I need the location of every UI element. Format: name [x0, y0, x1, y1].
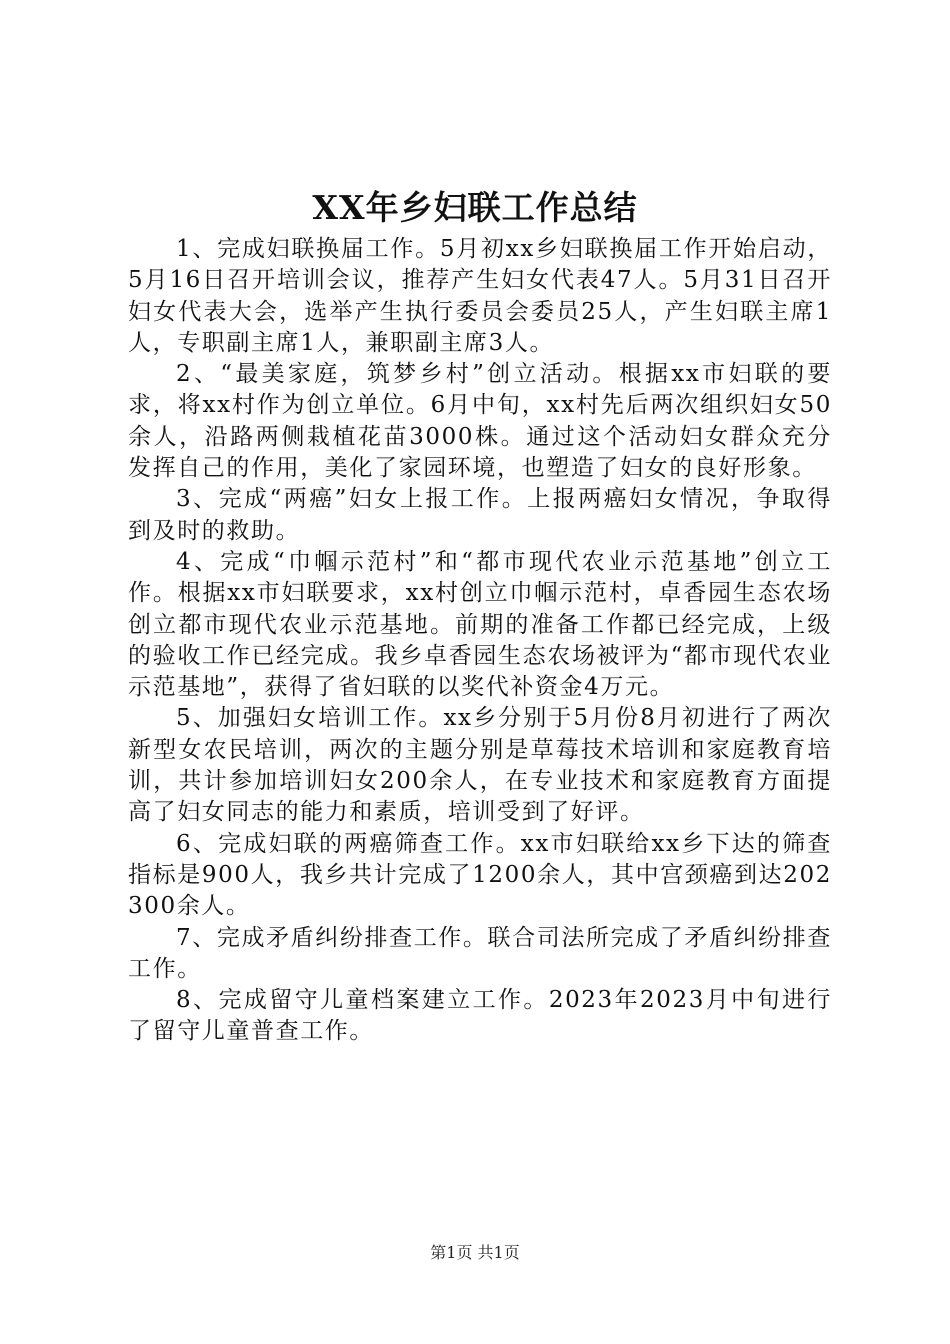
- paragraph-1: 1、完成妇联换届工作。5月初xx乡妇联换届工作开始启动，5月16日召开培训会议，推荐产生妇女代表47人。5月31日召开妇女代表大会，选举产生执行委员会委员25人，产生妇联主席1人，专职副主席1人，兼职副主席3人。: [128, 236, 832, 356]
- page-footer: 第1页 共1页: [430, 1243, 520, 1262]
- paragraph-5: 5、加强妇女培训工作。xx乡分别于5月份8月初进行了两次新型女农民培训，两次的主题分别是草莓技术培训和家庭教育培训，共计参加培训妇女200余人，在专业技术和家庭教育方面提高了妇女同志的能力和素质，培训受到了好评。: [128, 705, 832, 826]
- document-body: [128, 234, 832, 1048]
- paragraph-3: 3、完成“两癌”妇女上报工作。上报两癌妇女情况，争取得到及时的救助。: [128, 486, 832, 544]
- paragraph-6: 6、完成妇联的两癌筛查工作。xx市妇联给xx乡下达的筛查指标是900人，我乡共计完成了1200余人，其中宫颈癌到达202300余人。: [128, 830, 832, 920]
- document-title: XX年乡妇联工作总结: [312, 188, 638, 227]
- paragraph-8: 8、完成留守儿童档案建立工作。2023年2023月中旬进行了留守儿童普查工作。: [128, 987, 832, 1045]
- paragraph-4: 4、完成“巾帼示范村”和“都市现代农业示范基地”创立工作。根据xx市妇联要求，xx村创立巾帼示范村，卓香园生态农场创立都市现代农业示范基地。前期的准备工作都已经完成，上级的验收工作已经完成。我乡卓香园生态农场被评为“都市现代农业示范基地”，获得了省妇联的以奖代补资金4万元。: [128, 548, 832, 701]
- paragraph-2: 2、“最美家庭，筑梦乡村”创立活动。根据xx市妇联的要求，将xx村作为创立单位。6月中旬，xx村先后两次组织妇女50余人，沿路两侧栽植花苗3000株。通过这个活动妇女群众充分发挥自己的作用，美化了家园环境，也塑造了妇女的良好形象。: [128, 361, 832, 482]
- paragraph-7: 7、完成矛盾纠纷排查工作。联合司法所完成了矛盾纠纷排查工作。: [128, 924, 832, 982]
